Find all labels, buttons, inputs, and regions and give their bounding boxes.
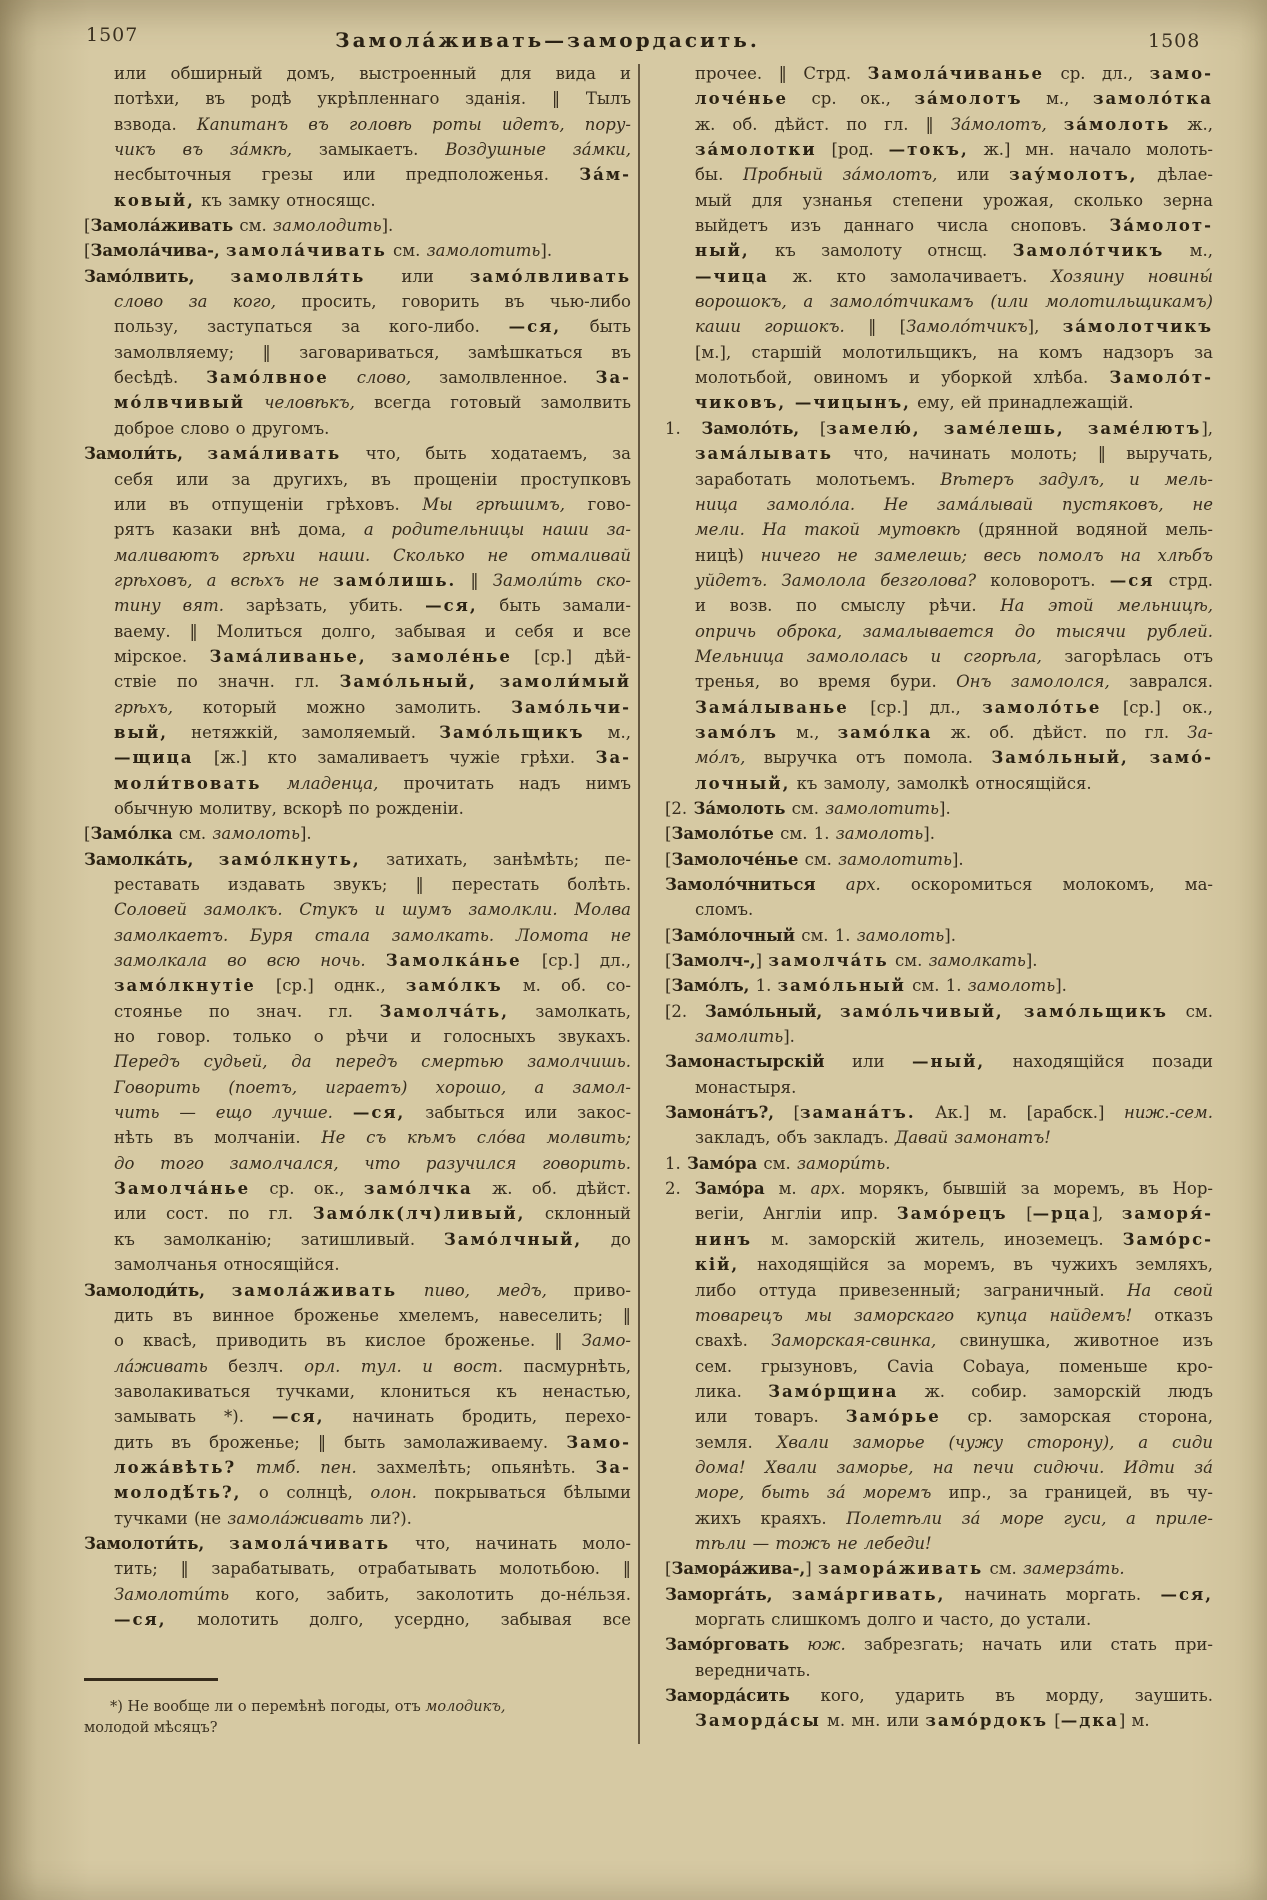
text-line: ворошокъ, а замоло́тчикамъ (или молотильщикамъ) xyxy=(695,292,1213,312)
text-line: чикъ въ за́мкѣ, замыкаетъ. Воздушные за́мки, xyxy=(114,140,632,160)
text-line: либо оттуда привезенный; заграничный. На свой xyxy=(695,1280,1213,1300)
right-column xyxy=(665,61,1213,1734)
text-line: несбыточныя грезы или предположенья. За́м- xyxy=(114,165,631,185)
text-line: потѣхи, въ родѣ укрѣпленнаго зданія. ‖ Тылъ xyxy=(114,89,631,109)
text-line: Зама́лыванье [ср.] дл., замоло́тье [ср.] ок., xyxy=(695,697,1213,717)
running-title: Замола́живать—замордасить. xyxy=(335,28,760,52)
text-line: обычную молитву, вскорѣ по рожденіи. xyxy=(114,798,464,818)
text-line: о квасѣ, приводить въ кислое броженье. ‖ Замо- xyxy=(114,1331,631,1351)
text-line: уйдетъ. Замолола безголова? коловоротъ. —ся стрд. xyxy=(695,570,1213,590)
text-line: ствіе по значн. гл. Замо́льный, замоли́мый xyxy=(114,672,631,692)
text-line: лика. Замо́рщина ж. собир. заморскій людъ xyxy=(695,1381,1213,1401)
text-line: бесѣдѣ. Замо́лвное слово, замолвленное. За- xyxy=(114,368,631,388)
text-line: зама́лывать что, начинать молоть; ‖ выручать, xyxy=(695,444,1213,464)
text-line: грѣхъ, который можно замолить. Замо́льчи- xyxy=(114,697,631,717)
footnote xyxy=(84,1697,619,1739)
text-line: ница замоло́ла. Не зама́лывай пустяковъ, не xyxy=(695,494,1213,514)
text-line: дить въ броженье; ‖ быть замолаживаему. Замо- xyxy=(114,1432,631,1452)
text-line: Замоли́ть, зама́ливать что, быть ходатаемъ, за xyxy=(84,444,631,464)
text-line: замолвляему; ‖ заговариваться, замѣшкаться въ xyxy=(114,342,631,362)
text-line: ж. об. дѣйст. по гл. ‖ За́молотъ, за́молоть ж., xyxy=(695,114,1214,134)
text-line: 1. Замоло́ть, [замелю́, заме́лешь, заме́лютъ], xyxy=(665,418,1213,438)
text-line: [Замолоче́нье см. замолотить]. xyxy=(665,849,964,869)
text-line: свахѣ. Заморская-свинка, свинушка, животное изъ xyxy=(695,1331,1213,1351)
text-line: грѣховъ, а всѣхъ не замо́лишь. ‖ Замоли́ть ско- xyxy=(114,570,631,590)
text-line: замолкаетъ. Буря стала замолкать. Ломота не xyxy=(114,925,631,945)
text-line: монастыря. xyxy=(695,1077,797,1097)
left-column xyxy=(84,61,631,1632)
text-line: или обширный домъ, выстроенный для вида и xyxy=(114,64,631,83)
text-line: замо́лкнутіе [ср.] однк., замо́лкъ м. об. со- xyxy=(114,976,631,996)
text-line: ложа́вѣть? тмб. пен. захмелѣть; опьянѣть. За- xyxy=(114,1457,631,1477)
text-line: Соловей замолкъ. Стукъ и шумъ замолкли. Молва xyxy=(114,900,631,920)
text-line: мый для узнанья степени урожая, сколько зерна xyxy=(695,190,1213,210)
text-line: стоянье по знач. гл. Замолча́ть, замолкать, xyxy=(114,1001,631,1021)
text-line: замывать *). —ся, начинать бродить, перехо- xyxy=(114,1407,631,1427)
page-number-left: 1507 xyxy=(86,24,139,46)
text-line: или въ отпущеніи грѣховъ. Мы грѣшимъ, гово- xyxy=(114,494,631,514)
text-line: реставать издавать звукъ; ‖ перестать болѣть. xyxy=(114,875,631,894)
text-line: и возв. по смыслу рѣчи. На этой мельницѣ, xyxy=(695,596,1213,616)
text-line: заволакиваться тучками, клониться къ ненастью, xyxy=(114,1381,631,1401)
text-line: ницѣ) ничего не замелешь; весь помолъ на хлѣбъ xyxy=(695,545,1213,565)
text-line: кій, находящійся за моремъ, въ чужихъ земляхъ, xyxy=(695,1255,1213,1275)
text-line: лоче́нье ср. ок., за́молотъ м., замоло́тка xyxy=(695,89,1213,109)
text-line: сем. грызуновъ, Cavia Cobaya, поменьше кро- xyxy=(695,1356,1213,1376)
text-line: нинъ м. заморскій житель, иноземецъ. Замо́рс- xyxy=(695,1229,1213,1249)
text-line: тить; ‖ зарабатывать, отрабатывать молотьбою. ‖ xyxy=(114,1559,631,1579)
text-line: маливаютъ грѣхи наши. Сколько не отмаливай xyxy=(114,545,631,565)
text-line: каши горшокъ. ‖ [Замоло́тчикъ], за́молотчикъ xyxy=(695,317,1213,337)
text-line: чиковъ, —чицынъ, ему, ей принадлежащій. xyxy=(695,393,1134,413)
text-line: [2. За́молоть см. замолотить]. xyxy=(665,798,951,818)
text-line: себя или за другихъ, въ прощеніи проступковъ xyxy=(114,469,631,489)
text-line: [м.], старшій молотильщикъ, на комъ надзоръ за xyxy=(695,342,1213,362)
text-line: [Замола́чива-, замола́чивать см. замолотить]. xyxy=(84,241,553,261)
text-line: Мельница замололась и сгорѣла, загорѣлась отъ xyxy=(695,646,1213,666)
text-line: моргать слишкомъ долго и часто, до устали. xyxy=(695,1609,1092,1629)
text-line: къ замолканію; затишливый. Замо́лчный, до xyxy=(114,1229,631,1249)
text-line: Заморда́сы м. мн. или замо́рдокъ [—дка] м. xyxy=(695,1711,1150,1731)
text-line: тѣли — тожъ не лебеди! xyxy=(695,1533,932,1553)
text-line: слово за кого, просить, говорить въ чью-либо xyxy=(114,292,631,312)
footnote-line: *) Не вообще ли о перемѣнѣ погоды, отъ молодикъ, xyxy=(110,1699,506,1715)
text-line: вередничать. xyxy=(695,1660,811,1680)
text-line: [Замора́жива-,] замора́живать см. замерза́ть. xyxy=(665,1559,1125,1579)
text-line: [2. Замо́льный, замо́льчивый, замо́льщикъ см. xyxy=(665,1001,1213,1021)
text-line: ный, къ замолоту отнсщ. Замоло́тчикъ м., xyxy=(695,241,1214,261)
text-line: или сост. по гл. Замо́лк(лч)ливый, склонный xyxy=(114,1204,631,1224)
text-line: чить — ещо лучше. —ся, забыться или закос- xyxy=(114,1103,632,1123)
text-line: Замо́рговать юж. забрезгать; начать или стать при- xyxy=(665,1635,1213,1655)
text-line: —ся, молотить долго, усердно, забывая все xyxy=(114,1609,631,1629)
text-line: [Замо́лочный см. 1. замолоть]. xyxy=(665,925,956,945)
text-line: сломъ. xyxy=(695,900,754,920)
text-line: но говор. только о рѣчи и голосныхъ звукахъ. xyxy=(114,1027,631,1047)
text-line: молодѣ́ть?, о солнцѣ, олон. покрываться бѣлыми xyxy=(114,1483,631,1503)
text-line: Замолча́нье ср. ок., замо́лчка ж. об. дѣйст. xyxy=(114,1179,631,1199)
text-line: замо́лъ м., замо́лка ж. об. дѣйст. по гл. За- xyxy=(695,722,1213,742)
text-line: ваему. ‖ Молиться долго, забывая и себя и все xyxy=(114,621,631,641)
text-line: [Замола́живать см. замолодить]. xyxy=(84,216,394,236)
text-line: выйдетъ изъ даннаго числа сноповъ. За́молот- xyxy=(695,216,1213,236)
text-line: Заморга́ть, зама́ргивать, начинать моргать. —ся, xyxy=(665,1584,1213,1604)
text-line: за́молотки [род. —токъ, ж.] мн. начало молоть- xyxy=(695,140,1213,160)
footnote-separator-rule xyxy=(84,1678,218,1681)
text-line: море, быть за́ моремъ ипр., за границей, въ чу- xyxy=(695,1483,1213,1503)
text-line: опричь оброка, замалывается до тысячи рублей. xyxy=(695,621,1213,641)
page-number-right: 1508 xyxy=(1148,30,1201,52)
text-line: Замолоти́ть, замола́чивать что, начинать моло- xyxy=(84,1533,631,1553)
text-line: лочный, къ замолу, замолкѣ относящійся. xyxy=(695,773,1092,793)
text-line: 1. Замо́ра см. замори́ть. xyxy=(665,1153,891,1173)
text-line: мели. На такой мутовкѣ (дрянной водяной мель- xyxy=(695,520,1213,540)
text-line: вегіи, Англіи ипр. Замо́рецъ [—рца], заморя́- xyxy=(695,1204,1213,1224)
text-line: Говорить (поетъ, играетъ) хорошо, а замол- xyxy=(114,1077,631,1097)
text-line: до того замолчался, что разучился говорить. xyxy=(114,1153,631,1173)
text-line: земля. Хвали заморье (чужу сторону), а сиди xyxy=(695,1432,1213,1452)
column-divider-rule xyxy=(638,64,640,1744)
text-line: [Замолч-,] замолча́ть см. замолкать]. xyxy=(665,951,1038,971)
text-line: Замолоди́ть, замола́живать пиво, медъ, приво- xyxy=(84,1280,631,1300)
text-line: Передъ судьей, да передъ смертью замолчишь. xyxy=(114,1052,631,1072)
text-line: Замоло́чниться арх. оскоромиться молокомъ, ма- xyxy=(665,875,1214,894)
text-line: дома! Хвали заморье, на печи сидючи. Идти за́ xyxy=(695,1457,1213,1477)
text-line: ла́живать безлч. орл. тул. и вост. пасмурнѣть, xyxy=(114,1356,632,1376)
text-line: Заморда́сить кого, ударить въ морду, заушить. xyxy=(665,1686,1213,1705)
text-line: Замона́тъ?, [замана́тъ. Ак.] м. [арабск.] ниж.-сем. xyxy=(665,1103,1213,1123)
text-line: товарецъ мы заморскаго купца найдемъ! отказъ xyxy=(695,1305,1213,1325)
text-line: 2. Замо́ра м. арх. морякъ, бывшій за моремъ, въ Нор- xyxy=(665,1179,1213,1199)
text-line: замолить]. xyxy=(695,1027,795,1047)
text-line: закладъ, объ закладъ. Давай замонатъ! xyxy=(695,1128,1051,1148)
text-line: взвода. Капитанъ въ головѣ роты идетъ, пору- xyxy=(114,114,632,134)
text-line: —щица [ж.] кто замаливаетъ чужіе грѣхи. За- xyxy=(114,748,631,768)
text-line: ковый, къ замку относящс. xyxy=(114,190,376,210)
text-line: мо́лвчивый человѣкъ, всегда готовый замолвить xyxy=(114,393,631,413)
text-line: прочее. ‖ Стрд. Замола́чиванье ср. дл., замо- xyxy=(695,64,1213,83)
text-line: пользу, заступаться за кого-либо. —ся, быть xyxy=(114,317,631,337)
text-line: вый, нетяжкій, замоляемый. Замо́льщикъ м., xyxy=(114,722,631,742)
text-line: тучками (не замола́живать ли?). xyxy=(114,1508,412,1528)
text-line: доброе слово о другомъ. xyxy=(114,418,330,438)
footnote-line: молодой мѣсяцъ? xyxy=(84,1720,218,1736)
text-line: Замолка́ть, замо́лкнуть, затихать, занѣмѣть; пе- xyxy=(84,849,631,869)
text-line: Замолоти́ть кого, забить, заколотить до-не́льзя. xyxy=(114,1584,631,1604)
text-line: рятъ казаки внѣ дома, а родительницы наши за- xyxy=(114,520,632,540)
text-line: мо́лъ, выручка отъ помола. Замо́льный, замо́- xyxy=(695,748,1213,768)
text-line: нѣть въ молчаніи. Не съ кѣмъ сло́ва молвить; xyxy=(114,1128,632,1148)
text-line: замолчанья относящійся. xyxy=(114,1255,340,1275)
text-line: тину вят. зарѣзать, убить. —ся, быть замали- xyxy=(114,596,631,616)
text-line: —чица ж. кто замолачиваетъ. Хозяину новины́ xyxy=(695,266,1213,286)
text-line: [Замоло́тье см. 1. замолоть]. xyxy=(665,824,935,844)
text-line: мірское. Зама́ливанье, замоле́нье [ср.] дѣй- xyxy=(114,646,632,666)
text-line: моли́твовать младенца, прочитать надъ нимъ xyxy=(114,773,631,793)
text-line: или товаръ. Замо́рье ср. заморская сторона, xyxy=(695,1407,1213,1427)
text-line: дить въ винное броженье хмелемъ, навеселить; ‖ xyxy=(114,1305,631,1325)
text-line: Замо́лвить, замолвля́ть или замо́лвливать xyxy=(84,266,632,286)
text-line: [Замо́лка см. замолоть]. xyxy=(84,824,312,844)
text-line: жихъ краяхъ. Полетѣли за́ море гуси, а приле- xyxy=(695,1508,1214,1528)
text-line: заработать молотьемъ. Вѣтеръ задулъ, и мель- xyxy=(695,469,1213,489)
text-line: замолкала во всю ночь. Замолка́нье [ср.] дл., xyxy=(114,951,632,971)
text-line: молотьбой, овиномъ и уборкой хлѣба. Замоло́т- xyxy=(695,368,1213,388)
text-line: Замонастырскій или —ный, находящійся позади xyxy=(665,1052,1214,1072)
text-line: [Замо́лъ, 1. замо́льный см. 1. замолоть]. xyxy=(665,976,1067,996)
text-line: бы. Пробный за́молотъ, или зау́молотъ, дѣлае- xyxy=(695,165,1213,185)
text-line: тренья, во время бури. Онъ замололся, заврался. xyxy=(695,672,1213,692)
